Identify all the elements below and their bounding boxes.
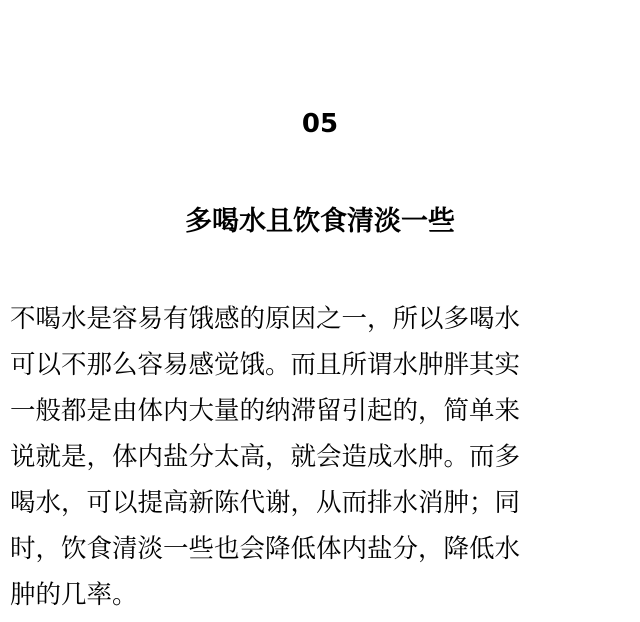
body-line: 喝水，可以提高新陈代谢，从而排水消肿；同 <box>10 488 521 518</box>
body-line: 可以不那么容易感觉饿。而且所谓水肿胖其实 <box>10 350 521 380</box>
body-line: 时，饮食清淡一些也会降低体内盐分，降低水 <box>10 534 521 564</box>
body-line: 肿的几率。 <box>10 580 138 610</box>
body-line: 不喝水是容易有饿感的原因之一，所以多喝水 <box>10 304 521 334</box>
section-number: 05 <box>301 109 339 139</box>
section-heading: 多喝水且饮食清淡一些 <box>185 206 455 237</box>
body-line: 说就是，体内盐分太高，就会造成水肿。而多 <box>10 442 521 472</box>
body-paragraph <box>10 296 635 618</box>
body-line: 一般都是由体内大量的纳滞留引起的，简单来 <box>10 396 521 426</box>
